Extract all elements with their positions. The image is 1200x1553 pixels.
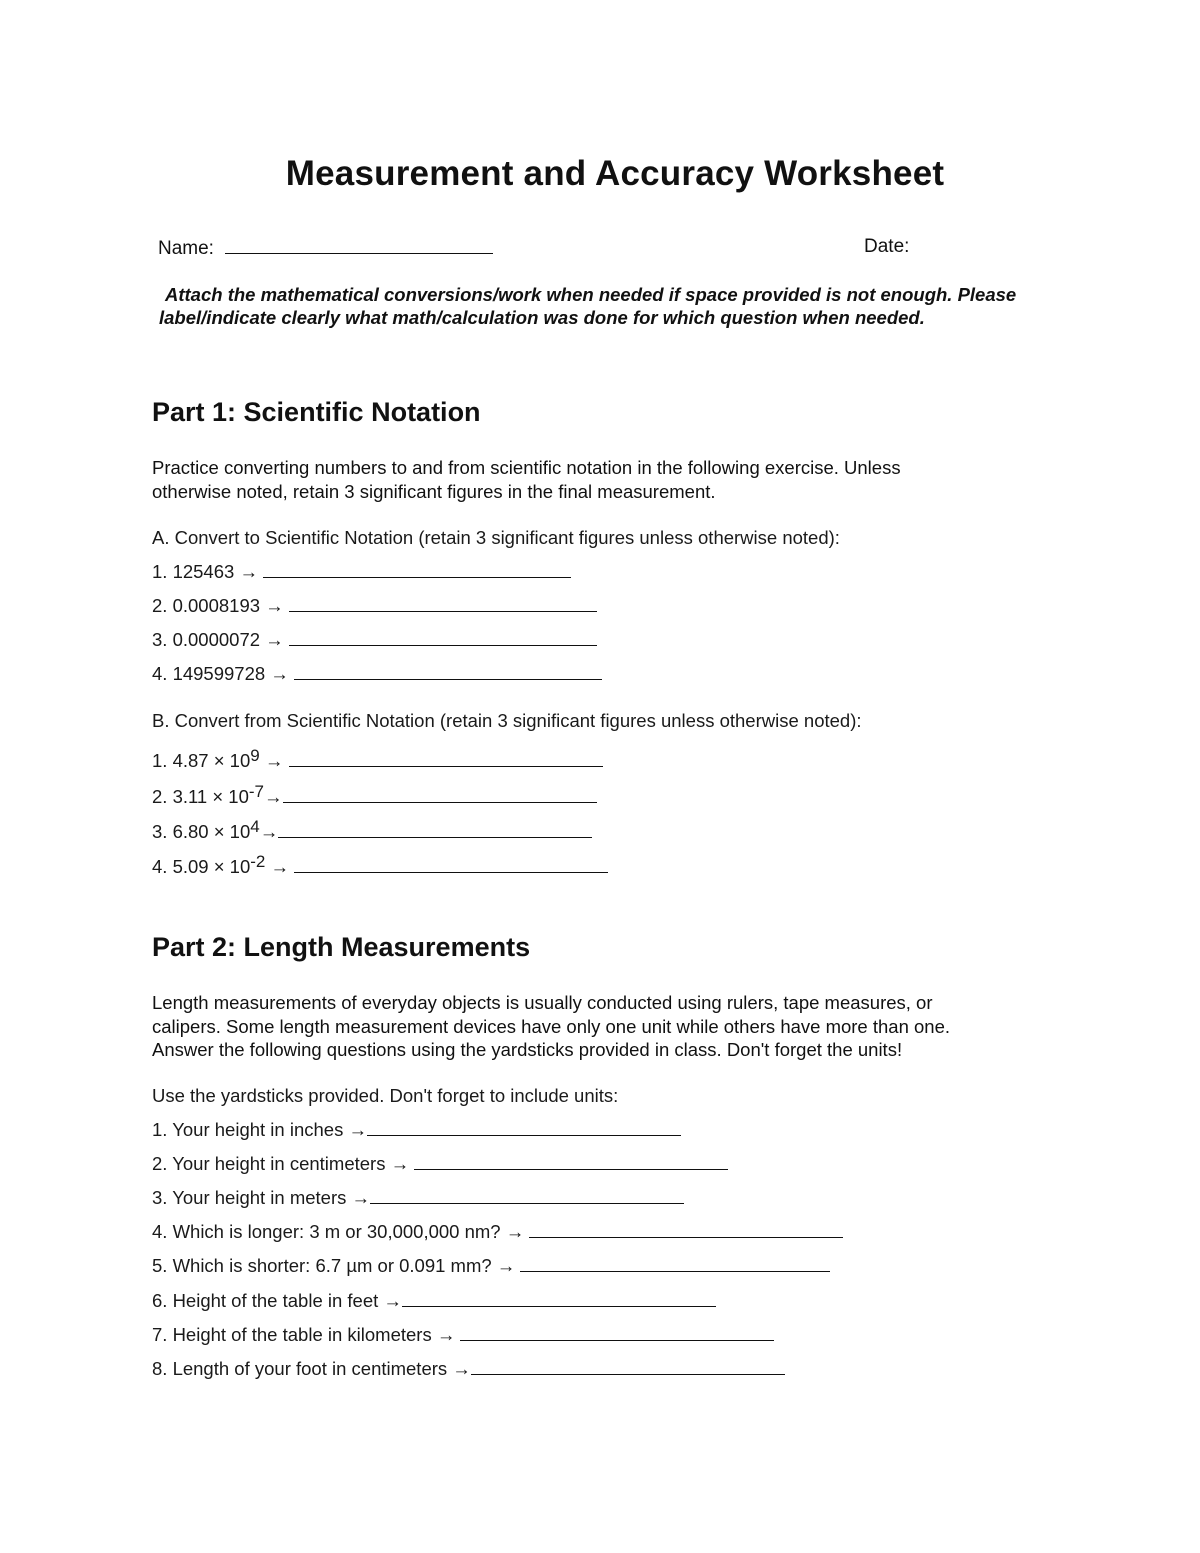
answer-blank[interactable] (520, 1256, 830, 1272)
section-b-item-1-base: 1. 4.87 × 10 (152, 750, 251, 771)
instructions-line-1: Attach the mathematical conversions/work when needed if space provided is not enough. Please (165, 284, 1017, 305)
part-2-item-6-label: 6. Height of the table in feet → (152, 1290, 402, 1311)
answer-blank[interactable] (471, 1359, 785, 1375)
section-a-item-3 (152, 629, 597, 651)
date-field[interactable] (864, 236, 909, 258)
instructions-line-2: label/indicate clearly what math/calculation was done for which question when needed. (159, 307, 925, 328)
part-2-item-8 (152, 1358, 785, 1380)
date-label: Date: (864, 236, 910, 257)
part-2-intro-line-3: Answer the following questions using the yardsticks provided in class. Don't forget the units! (152, 1039, 903, 1060)
name-field[interactable] (158, 236, 493, 260)
part-2-intro-line-1: Length measurements of everyday objects is usually conducted using rulers, tape measures, or (152, 992, 933, 1013)
part-2-item-1 (152, 1119, 681, 1141)
part-2-item-2-label: 2. Your height in centimeters → (152, 1153, 415, 1174)
section-b-item-2-exponent: -7 (248, 782, 264, 801)
section-a-item-4-label: 4. 149599728 → (152, 663, 294, 684)
part-1-intro-line-1: Practice converting numbers to and from scientific notation in the following exercise. Unless (152, 457, 901, 478)
section-a-item-2 (152, 595, 597, 617)
part-2-item-5-label: 5. Which is shorter: 6.7 µm or 0.091 mm? → (152, 1255, 521, 1276)
section-b-heading: B. Convert from Scientific Notation (retain 3 significant figures unless otherwise noted): (152, 710, 862, 731)
name-label: Name: (158, 238, 214, 259)
part-2-heading: Part 2: Length Measurements (152, 932, 531, 962)
part-2-subheading: Use the yardsticks provided. Don't forget to include units: (152, 1085, 619, 1106)
section-b-item-4 (152, 852, 608, 878)
answer-blank[interactable] (414, 1154, 728, 1170)
part-1-intro (152, 456, 901, 503)
section-a-item-1 (152, 561, 571, 583)
part-1-intro-line-2: otherwise noted, retain 3 significant figures in the final measurement. (152, 480, 716, 502)
part-2-item-8-label: 8. Length of your foot in centimeters → (152, 1358, 471, 1379)
page-title: Measurement and Accuracy Worksheet (285, 154, 945, 193)
part-2-intro-line-2: calipers. Some length measurement devices have only one unit while others have more than one. (152, 1015, 951, 1037)
part-2-item-7 (152, 1324, 774, 1346)
part-2-item-4-label: 4. Which is longer: 3 m or 30,000,000 nm? → (152, 1221, 530, 1242)
section-a-item-2-label: 2. 0.0008193 → (152, 595, 289, 616)
part-2-item-4 (152, 1221, 843, 1243)
part-2-intro (152, 991, 950, 1062)
part-2-item-7-label: 7. Height of the table in kilometers → (152, 1324, 461, 1345)
answer-blank[interactable] (294, 664, 602, 680)
answer-blank[interactable] (289, 630, 597, 646)
name-blank[interactable] (225, 236, 493, 254)
answer-blank[interactable] (289, 751, 603, 767)
part-1-heading: Part 1: Scientific Notation (152, 397, 481, 427)
section-a-item-1-label: 1. 125463 → (152, 561, 264, 582)
part-2-item-3-label: 3. Your height in meters → (152, 1187, 371, 1208)
answer-blank[interactable] (263, 562, 571, 578)
section-b-item-3 (152, 817, 592, 843)
answer-blank[interactable] (529, 1222, 843, 1238)
answer-blank[interactable] (460, 1325, 774, 1341)
part-2-item-3 (152, 1187, 684, 1209)
section-a-item-4 (152, 663, 602, 685)
answer-blank[interactable] (278, 822, 592, 838)
section-b-item-4-base: 4. 5.09 × 10 (152, 856, 251, 877)
answer-blank[interactable] (370, 1188, 684, 1204)
section-b-item-3-exponent: 4 (250, 817, 260, 836)
section-b-item-1-arrow: → (259, 750, 284, 771)
section-b-item-4-exponent: -2 (250, 852, 266, 871)
answer-blank[interactable] (289, 596, 597, 612)
section-b-item-1-exponent: 9 (250, 746, 260, 765)
section-b-item-4-arrow: → (265, 856, 290, 877)
part-2-item-6 (152, 1290, 716, 1312)
section-b-item-2 (152, 782, 597, 808)
section-b-item-2-base: 2. 3.11 × 10 (152, 786, 249, 807)
section-a-heading: A. Convert to Scientific Notation (retain 3 significant figures unless otherwise noted): (152, 527, 840, 548)
instructions (159, 283, 1039, 329)
section-b-item-3-arrow: → (259, 821, 279, 842)
part-2-item-2 (152, 1153, 728, 1175)
answer-blank[interactable] (402, 1291, 716, 1307)
answer-blank[interactable] (294, 857, 608, 873)
section-a-item-3-label: 3. 0.0000072 → (152, 629, 289, 650)
section-b-item-3-base: 3. 6.80 × 10 (152, 821, 251, 842)
part-2-item-5 (152, 1255, 830, 1277)
section-b-item-1 (152, 746, 603, 772)
answer-blank[interactable] (367, 1120, 681, 1136)
part-2-item-1-label: 1. Your height in inches → (152, 1119, 367, 1140)
section-b-item-2-arrow: → (264, 786, 283, 807)
answer-blank[interactable] (283, 787, 597, 803)
